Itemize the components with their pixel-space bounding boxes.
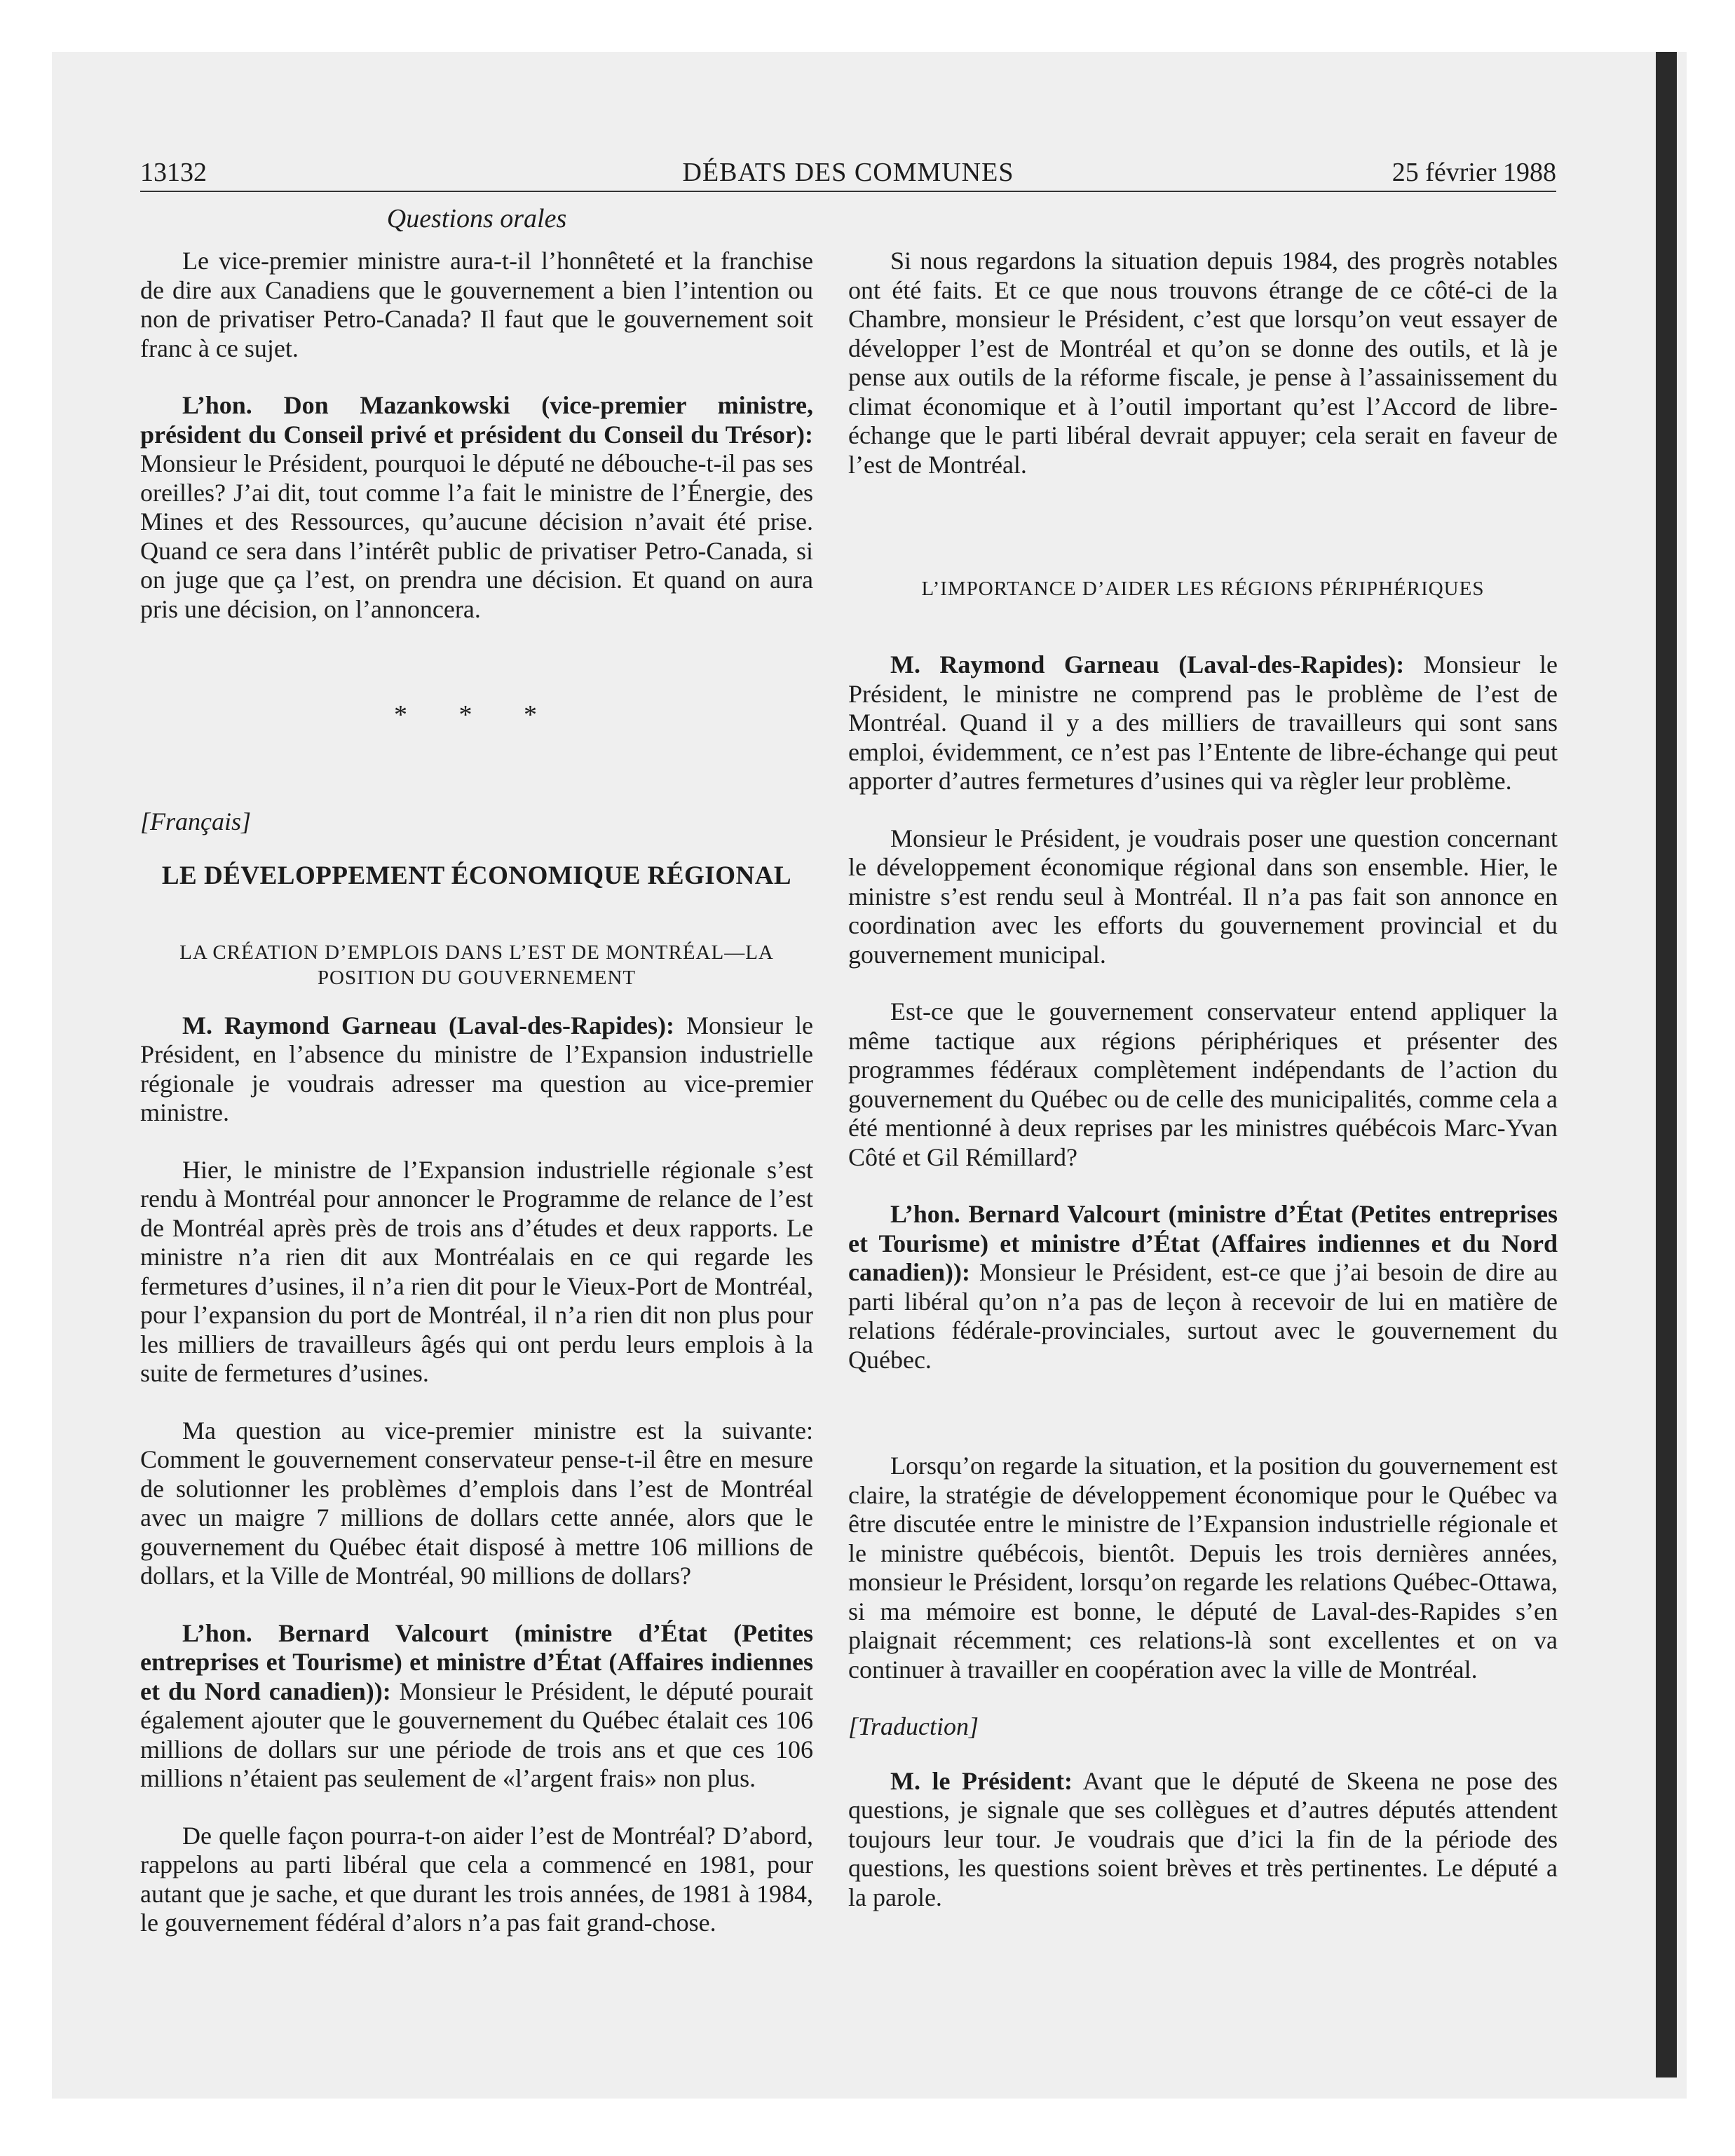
paragraph: De quelle façon pourra-t-on aider l’est de Montréal? D’abord, rappelons au parti libéral que cela a commencé en 1981, pour autant que je sache, et que durant les trois années, de 1981 à 1984, le gouvernement fédéral d’alors n’a pas fait grand-chose. [140,1821,813,1937]
paragraph [848,1767,1558,1913]
paragraph [848,650,1558,796]
speaker-name: L’hon. Bernard Valcourt (ministre d’État (Petites entreprises et Tourisme) et ministre d’État (Affaires indiennes et du Nord canadien)): [140,1618,813,1705]
paragraph: Le vice-premier ministre aura-t-il l’honnêteté et la franchise de dire aux Canadiens que le gouvernement a bien l’intention ou non de privatiser Petro-Canada? Il faut que le gouvernement soit franc à ce sujet. [140,247,813,362]
publication-title: DÉBATS DES COMMUNES [682,158,1014,187]
page-header [140,157,1556,192]
section-separator: * * * [394,700,559,730]
speech-text: Monsieur le Président, pourquoi le député ne débouche-t-il pas ses oreilles? J’ai dit, tout comme l’a fait le ministre de l’Énergie, des Mines et des Ressources, qu’aucune décision n’avait été prise. Quand ce sera dans l’intérêt public de privatiser Petro-Canada, si on juge que ça l’est, on prendra une décision. Et quand on aura pris une décision, on l’annoncera. [140,449,813,623]
left-column [140,247,813,1966]
speech-text: Monsieur le Président, en l’absence du ministre de l’Expansion industrielle régionale je voudrais adresser ma question au vice-premier ministre. [140,1011,813,1126]
speech-text: Monsieur le Président, le ministre ne comprend pas le problème de l’est de Montréal. Quand il y a des milliers de travailleurs qui sont sans emploi, évidemment, ce n’est pas l’Entente de libre-échange qui peut apporter d’autres fermetures d’usines qui va règler leur problème. [848,650,1558,795]
speech-text: Monsieur le Président, est-ce que j’ai besoin de dire au parti libéral qu’on n’a pas de leçon à recevoir de lui en matière de relations fédérale-provinciales, surtout avec le gouvernement du Québec. [848,1258,1558,1374]
language-marker: [Français] [140,807,252,835]
paragraph: Hier, le ministre de l’Expansion industrielle régionale s’est rendu à Montréal pour annoncer le Programme de relance de l’est de Montréal après près de trois ans d’études et deux rapports. Le ministre n’a rien dit aux Montréalais en ce qui regarde les fermetures d’usines, il n’a rien dit pour le Vieux-Port de Montréal, pour l’expansion du port de Montréal, il n’a rien dit non plus pour les milliers de travailleurs âgés qui ont perdu leurs emplois à la suite de fermetures d’usines. [140,1155,813,1387]
paragraph [140,1011,813,1128]
publication-date: 25 février 1988 [1392,158,1556,187]
page-number: 13132 [140,158,207,187]
speaker-name: M. le Président: [890,1766,1073,1795]
speaker-name: M. Raymond Garneau (Laval-des-Rapides): [182,1011,675,1039]
scan-edge-bar [1656,52,1677,2077]
paragraph [140,1619,813,1794]
section-title: Questions orales [386,204,567,233]
language-marker: [Traduction] [848,1712,979,1740]
speaker-name: L’hon. Don Mazankowski (vice-premier ministre, président du Conseil privé et président du Conseil du Trésor): [140,391,813,449]
speaker-name: M. Raymond Garneau (Laval-des-Rapides): [890,650,1405,678]
paragraph [848,1200,1558,1374]
speaker-name: L’hon. Bernard Valcourt (ministre d’État (Petites entreprises et Tourisme) et ministre d’État (Affaires indiennes et du Nord canadien)): [848,1200,1558,1286]
subsection-heading: L’IMPORTANCE D’AIDER LES RÉGIONS PÉRIPHÉRIQUES [921,578,1485,600]
speech-text: Avant que le député de Skeena ne pose des questions, je signale que ses collègues et d’autres députés attendent toujours leur tour. Je voudrais que d’ici la fin de la période des questions, les questions soient brèves et très pertinentes. Le député a la parole. [848,1766,1558,1911]
paragraph: Monsieur le Président, je voudrais poser une question concernant le développement économique régional dans son ensemble. Hier, le ministre s’est rendu seul à Montréal. Il n’a pas fait son annonce en coordination avec les efforts du gouvernement provincial et du gouvernement municipal. [848,824,1558,969]
paragraph [140,391,813,624]
speech-text: Monsieur le Président, le député pourait également ajouter que le gouvernement du Québec étalait ces 106 millions de dollars sur une période de trois ans et que ces 106 millions n’étaient pas seulement de «l’argent frais» non plus. [140,1677,814,1792]
paragraph: Est-ce que le gouvernement conservateur entend appliquer la même tactique aux régions périphériques et présenter des programmes fédéraux complètement indépendants de l’action du gouvernement du Québec ou de celle des municipalités, comme cela a été mentionné à deux reprises par les ministres québécois Marc-Yvan Côté et Gil Rémillard? [848,997,1558,1171]
subsection-heading: LA CRÉATION D’EMPLOIS DANS L’EST DE MONTRÉAL—LA POSITION DU GOUVERNEMENT [179,941,774,989]
paragraph: Lorsqu’on regarde la situation, et la position du gouvernement est claire, la stratégie de développement économique pour le Québec va être discutée entre le ministre de l’Expansion industrielle régionale et le ministre québécois, bientôt. Depuis les trois dernières années, monsieur le Président, lorsqu’on regarde les relations Québec-Ottawa, si ma mémoire est bonne, le député de Laval-des-Rapides s’en plaignait récemment; ces relations-là sont excellentes et on va continuer à travailler en coopération avec la ville de Montréal. [848,1452,1558,1684]
right-column [848,247,1558,1940]
paragraph: Si nous regardons la situation depuis 1984, des progrès notables ont été faits. Et ce que nous trouvons étrange de ce côté-ci de la Chambre, monsieur le Président, c’est que lorsqu’on veut essayer de développer l’est de Montréal et qu’on se donne des outils, et là je pense aux outils de la réforme fiscale, je pense à l’assainissement du climat économique et à l’outil important qu’est l’Accord de libre-échange que le parti libéral devrait appuyer; cela serait en faveur de l’est de Montréal. [848,247,1558,479]
paragraph: Ma question au vice-premier ministre est la suivante: Comment le gouvernement conservateur pense-t-il être en mesure de solutionner les problèmes d’emplois dans l’est de Montréal avec un maigre 7 millions de dollars cette année, alors que le gouvernement du Québec était disposé à mettre 106 millions de dollars, et la Ville de Montréal, 90 millions de dollars? [140,1416,813,1590]
section-heading: LE DÉVELOPPEMENT ÉCONOMIQUE RÉGIONAL [161,861,792,890]
